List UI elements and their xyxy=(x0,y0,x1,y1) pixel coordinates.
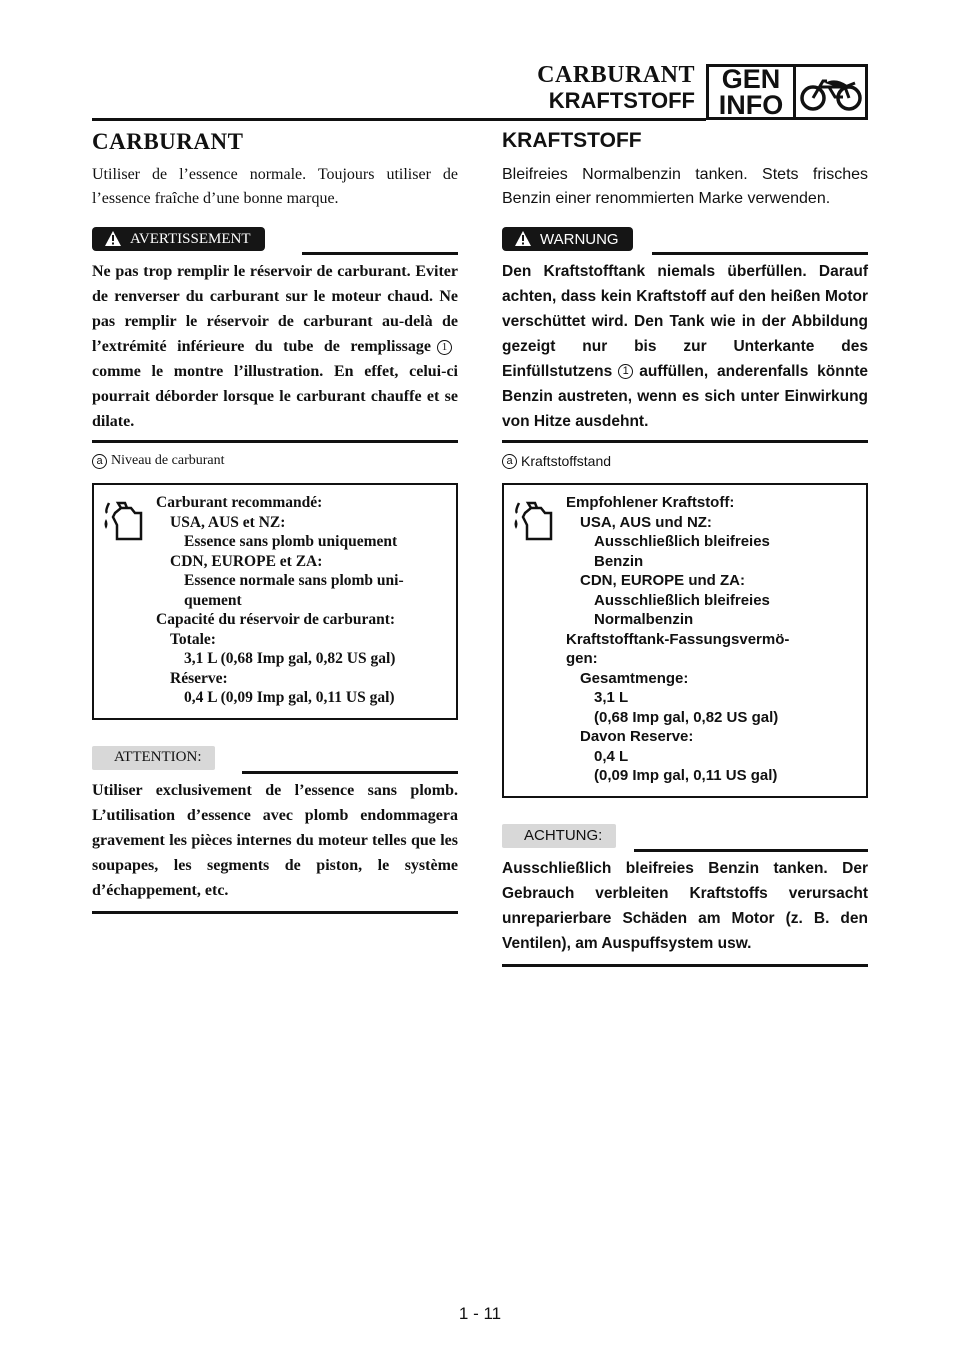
fuel-spec-box-de xyxy=(502,483,868,798)
spec-line: CDN, EUROPE und ZA: xyxy=(580,572,745,589)
warning-header-rule-fr xyxy=(302,252,458,255)
caution-bottom-rule-de xyxy=(502,964,868,967)
spec-lines-de xyxy=(562,485,797,796)
spec-line: Essence sans plomb uniquement xyxy=(184,533,398,550)
spec-line: 3,1 L (0,68 Imp gal, 0,82 US gal) xyxy=(184,650,396,667)
spec-line: Empfohlener Kraftstoff: xyxy=(566,494,735,511)
note-text-fr: Niveau de carburant xyxy=(111,453,225,468)
section-heading-fr: CARBURANT xyxy=(92,129,244,154)
spec-line: Davon Reserve: xyxy=(580,728,694,745)
page-number: 1 - 11 xyxy=(458,1304,502,1323)
caution-header-rule-fr xyxy=(242,771,458,774)
spec-line: Kraftstofftank-Fassungsvermö- xyxy=(566,630,790,648)
figure-note-fr xyxy=(92,453,458,469)
intro-text-de: Bleifreies Normalbenzin tanken. Stets frisches Benzin einer renommierten Marke verwenden. xyxy=(502,166,868,207)
spec-line: Réserve: xyxy=(170,669,228,687)
warning-text-part1-fr: Ne pas trop remplir le réservoir de carburant. Eviter de renverser du carburant sur le moteur chaud. Ne pas remplir le réservoir de carburant au-delà de l’extrémité inférieure du tube de remplissage xyxy=(92,263,458,355)
spec-line: Normalbenzin xyxy=(594,611,694,628)
warning-label-de: WARNUNG xyxy=(540,230,619,248)
warning-text-part1-de: Den Kraftstofftank niemals überfüllen. Darauf achten, dass kein Kraftstoff auf den heißen Motor verschüttet wird. Den Tank wie in der Abbildung gezeigt nur bis zur Unterkante des Einfüllstutzens xyxy=(502,263,868,380)
warning-badge-fr xyxy=(92,227,265,251)
spec-line: gen: xyxy=(566,650,598,667)
warning-bottom-rule-de xyxy=(502,440,868,443)
caution-label-fr: ATTENTION: xyxy=(114,749,202,765)
spec-line: 3,1 L xyxy=(594,689,629,706)
caution-bottom-rule-fr xyxy=(92,911,458,914)
section-heading-de: KRAFTSTOFF xyxy=(502,129,642,152)
caution-header-de xyxy=(502,822,868,852)
callout-marker-1: 1 xyxy=(437,340,452,355)
spec-line: Benzin xyxy=(594,552,644,570)
spec-line: quement xyxy=(184,591,242,609)
spec-line: Ausschließlich bleifreies xyxy=(594,533,770,550)
caution-text-de: Ausschließlich bleifreies Benzin tanken. Der Gebrauch verbleiten Kraftstoffs verursacht unreparierbare Schäden am Motor (z. B. den Ventilen), am Auspuffsystem usw. xyxy=(502,859,868,952)
spec-line: Totale: xyxy=(170,630,216,648)
figure-note-de xyxy=(502,453,868,469)
header-title-fr: CARBURANT xyxy=(537,62,695,88)
spec-line: Ausschließlich bleifreies xyxy=(594,591,770,609)
spec-line: (0,68 Imp gal, 0,82 US gal) xyxy=(594,708,779,726)
warning-text-fr xyxy=(92,259,458,434)
section-badge xyxy=(706,64,868,120)
header-rule xyxy=(92,118,706,121)
warning-header-de xyxy=(502,225,868,255)
spec-lines-fr xyxy=(152,485,412,718)
callout-marker-a: a xyxy=(92,454,107,469)
warning-header-fr xyxy=(92,225,458,255)
spec-line: Gesamtmenge: xyxy=(580,669,689,687)
warning-text-part2-de: auffüllen, anderenfalls könnte Benzin austreten, wenn es sich unter Einwirkung von Hitze ausdehnt. xyxy=(502,363,868,430)
fuel-can-icon xyxy=(504,485,562,796)
warning-header-rule-de xyxy=(652,252,868,255)
callout-marker-a: a xyxy=(502,454,517,469)
french-column xyxy=(92,125,458,914)
intro-text-fr: Utiliser de l’essence normale. Toujours utiliser de l’essence fraîche d’une bonne marque. xyxy=(92,166,458,207)
spec-line: Capacité du réservoir de carburant: xyxy=(156,611,396,628)
fuel-can-icon xyxy=(94,485,152,718)
caution-header-fr xyxy=(92,744,458,774)
callout-marker-1: 1 xyxy=(618,364,633,379)
warning-icon xyxy=(514,230,532,247)
info-label: INFO xyxy=(718,90,784,120)
spec-line: 0,4 L (0,09 Imp gal, 0,11 US gal) xyxy=(184,689,395,706)
german-column xyxy=(502,125,868,967)
caution-badge-fr xyxy=(92,746,215,770)
spec-line: CDN, EUROPE et ZA: xyxy=(170,552,323,570)
header-titles xyxy=(537,62,695,114)
spec-line: USA, AUS und NZ: xyxy=(580,513,712,531)
gen-info-label xyxy=(709,64,796,120)
spec-line: 0,4 L xyxy=(594,747,629,765)
caution-badge-de xyxy=(502,824,616,848)
fuel-spec-box-fr xyxy=(92,483,458,720)
caution-text-fr: Utiliser exclusivement de l’essence sans plomb. L’utilisation d’essence avec plomb endommagera gravement les pièces internes du moteur telles que les soupapes, les segments de piston, le système d’échappement, etc. xyxy=(92,781,458,899)
warning-icon xyxy=(104,230,122,247)
warning-badge-de xyxy=(502,227,633,251)
motorcycle-icon xyxy=(796,67,865,117)
caution-header-rule-de xyxy=(634,849,868,852)
warning-label-fr: AVERTISSEMENT xyxy=(130,230,251,247)
spec-line: (0,09 Imp gal, 0,11 US gal) xyxy=(594,767,778,784)
spec-line: USA, AUS et NZ: xyxy=(170,513,286,531)
spec-line: Carburant recommandé: xyxy=(156,494,323,511)
note-text-de: Kraftstoffstand xyxy=(521,453,612,469)
warning-text-part2-fr: comme le montre l’illustration. En effet, celui-ci pourrait déborder lorsque le carburant chauffe et se dilate. xyxy=(92,363,458,430)
spec-line: Essence normale sans plomb uni- xyxy=(184,572,404,589)
gen-label: GEN xyxy=(721,64,781,94)
caution-label-de: ACHTUNG: xyxy=(524,827,603,844)
warning-text-de xyxy=(502,259,868,434)
header-title-de: KRAFTSTOFF xyxy=(548,88,695,113)
warning-bottom-rule-fr xyxy=(92,440,458,443)
